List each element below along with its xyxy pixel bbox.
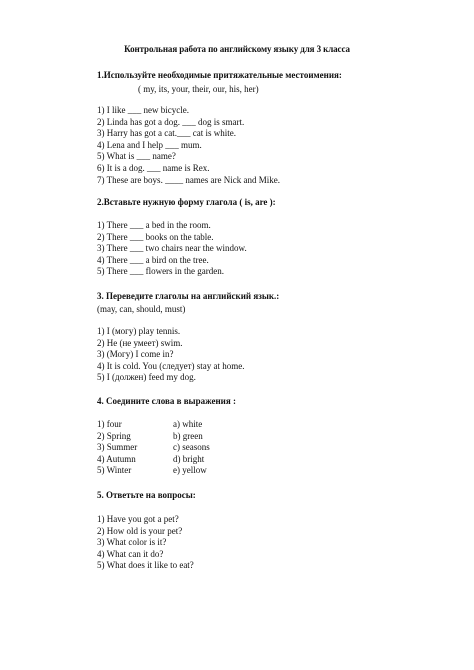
section-2-list xyxy=(97,220,247,278)
list-item: 1) I (могу) play tennis. xyxy=(97,326,181,336)
list-item: 4) Lena and I help ___ mum. xyxy=(97,139,202,150)
list-item: 5) What is ___ name? xyxy=(97,151,176,162)
section-3-heading: 3. Переведите глаголы на английский язык.: xyxy=(97,291,280,301)
list-item: 5) What does it like to eat? xyxy=(97,560,194,571)
section-5-list xyxy=(97,514,194,572)
section-1-options: ( my, its, your, their, our, his, her) xyxy=(138,84,259,94)
list-item: 5) I (должен) feed my dog. xyxy=(97,372,196,383)
section-3-list xyxy=(97,326,245,384)
list-item: 5) There ___ flowers in the garden. xyxy=(97,266,225,277)
list-item: 3) Harry has got a cat.___ cat is white. xyxy=(97,128,236,139)
list-item: 3) What color is it? xyxy=(97,537,167,548)
list-item: 1) Have you got a pet? xyxy=(97,514,179,524)
matching-left: 1) four xyxy=(97,419,122,429)
list-item: 4) What can it do? xyxy=(97,548,164,559)
list-item: 7) These are boys. ____ names are Nick and Mike. xyxy=(97,174,281,185)
list-item: 2) There ___ books on the table. xyxy=(97,231,214,242)
matching-right: b) green xyxy=(173,430,203,441)
list-item: 6) It is a dog. ___ name is Rex. xyxy=(97,162,210,173)
list-item: 3) There ___ two chairs near the window. xyxy=(97,243,247,254)
matching-right: c) seasons xyxy=(173,442,210,453)
section-3-options: (may, can, should, must) xyxy=(97,304,186,314)
list-item: 4) It is cold. You (следует) stay at home. xyxy=(97,360,245,371)
matching-left: 5) Winter xyxy=(97,465,132,476)
list-item: 1) I like ___ new bicycle. xyxy=(97,105,189,115)
matching-right: a) white xyxy=(173,419,203,429)
list-item: 1) There ___ a bed in the room. xyxy=(97,220,211,230)
list-item: 2) Linda has got a dog. ___ dog is smart. xyxy=(97,116,245,127)
list-item: 3) (Могу) I come in? xyxy=(97,349,174,360)
list-item: 2) How old is your pet? xyxy=(97,525,183,536)
list-item: 2) He (не умеет) swim. xyxy=(97,337,183,348)
section-4-heading: 4. Соедините слова в выражения : xyxy=(97,396,236,406)
matching-left: 4) Autumn xyxy=(97,453,136,464)
section-2-heading: 2.Вставьте нужную форму глагола ( is, are ): xyxy=(97,197,276,207)
list-item: 4) There ___ a bird on the tree. xyxy=(97,254,209,265)
page-title: Контрольная работа по английскому языку для 3 класса xyxy=(124,44,350,54)
matching-left: 3) Summer xyxy=(97,442,138,453)
section-5-heading: 5. Ответьте на вопросы: xyxy=(97,490,196,500)
matching-right: e) yellow xyxy=(173,465,207,476)
section-1-list xyxy=(97,105,280,186)
matching-left: 2) Spring xyxy=(97,430,131,441)
section-1-heading: 1.Используйте необходимые притяжательные местоимения: xyxy=(97,70,342,80)
matching-right: d) bright xyxy=(173,453,205,464)
